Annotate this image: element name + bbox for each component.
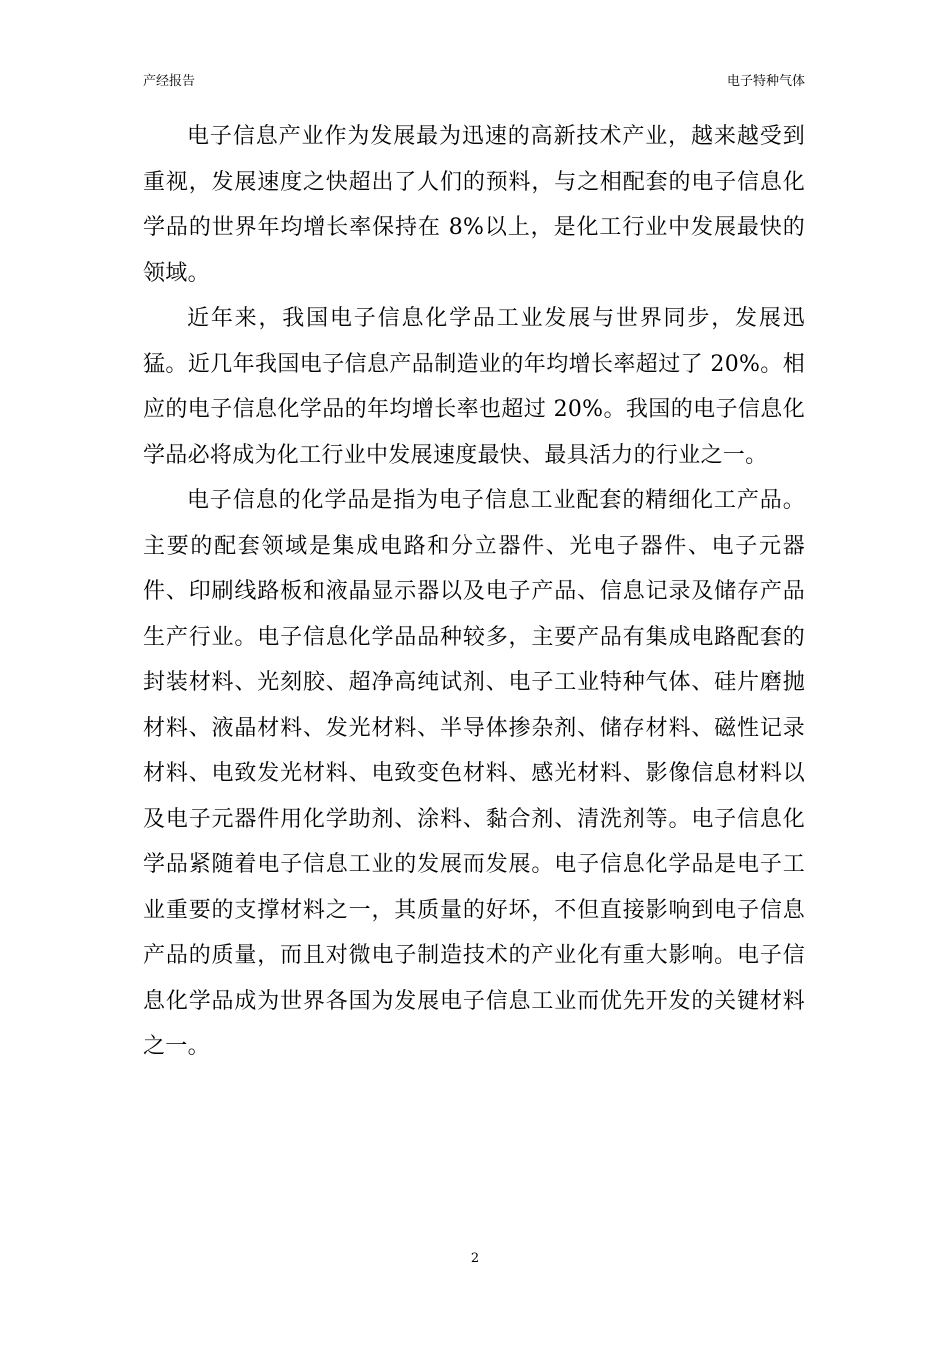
paragraph-2: 近年来，我国电子信息化学品工业发展与世界同步，发展迅猛。近几年我国电子信息产品制造业的年均增长率超过了 20%。相应的电子信息化学品的年均增长率也超过 20%。我国的电子信息化学品必将成为化工行业中发展速度最快、最具活力的行业之一。 — [143, 306, 805, 468]
header-right-title: 电子特种气体 — [726, 74, 805, 89]
page-number: 2 — [470, 1251, 480, 1266]
paragraph-3: 电子信息的化学品是指为电子信息工业配套的精细化工产品。主要的配套领域是集成电路和分立器件、光电子器件、电子元器件、印刷线路板和液晶显示器以及电子产品、信息记录及储存产品生产行业。电子信息化学品品种较多，主要产品有集成电路配套的封装材料、光刻胶、超净高纯试剂、电子工业特种气体、硅片磨抛材料、液晶材料、发光材料、半导体掺杂剂、储存材料、磁性记录材料、电致发光材料、电致变色材料、感光材料、影像信息材料以及电子元器件用化学助剂、涂料、黏合剂、清洗剂等。电子信息化学品紧随着电子信息工业的发展而发展。电子信息化学品是电子工业重要的支撑材料之一，其质量的好坏，不但直接影响到电子信息产品的质量，而且对微电子制造技术的产业化有重大影响。电子信息化学品成为世界各国为发展电子信息工业而优先开发的关键材料之一。 — [143, 488, 805, 1059]
header-left-title: 产经报告 — [143, 74, 196, 89]
header-divider — [143, 97, 805, 98]
page-header — [143, 72, 805, 92]
document-body — [143, 114, 805, 1070]
paragraph-1: 电子信息产业作为发展最为迅速的高新技术产业，越来越受到重视，发展速度之快超出了人们的预料，与之相配套的电子信息化学品的世界年均增长率保持在 8%以上，是化工行业中发展最快的领域。 — [143, 124, 805, 286]
